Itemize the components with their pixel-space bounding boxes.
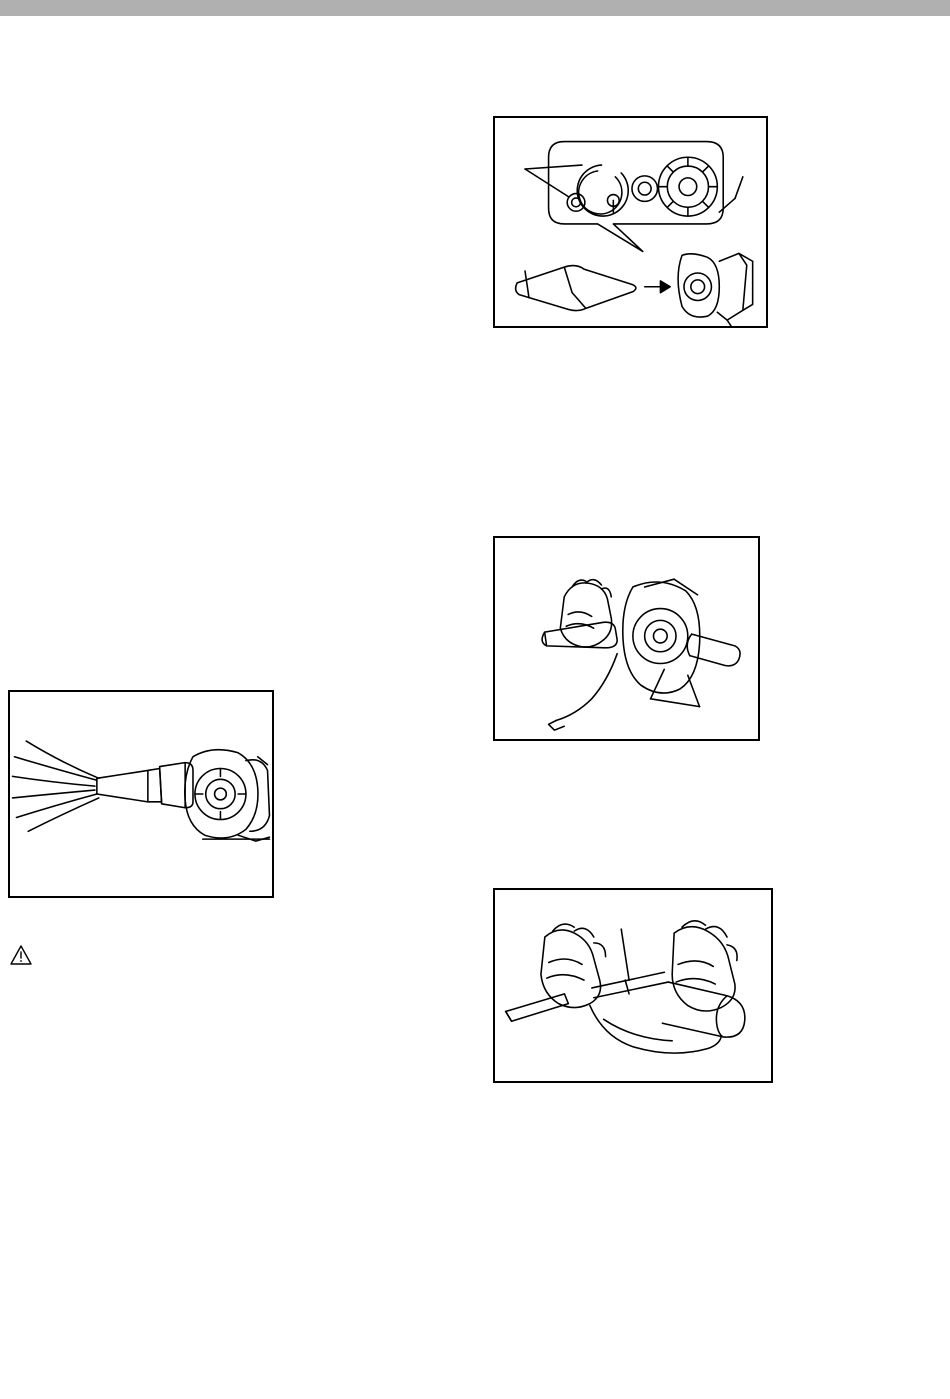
blower-assembled-figure bbox=[8, 690, 274, 898]
nozzle-lock-detail-illustration bbox=[495, 118, 766, 326]
blower-assembled-illustration bbox=[10, 692, 272, 896]
nozzle-lock-detail-figure bbox=[493, 116, 768, 328]
warning-triangle-icon bbox=[10, 944, 32, 966]
page-top-band-spacer bbox=[0, 16, 950, 21]
align-tube-tabs-figure bbox=[493, 888, 773, 1083]
attach-tube-to-housing-illustration bbox=[495, 538, 758, 739]
page-top-band bbox=[0, 0, 950, 16]
align-tube-tabs-illustration bbox=[495, 890, 771, 1081]
attach-tube-to-housing-figure bbox=[493, 536, 760, 741]
